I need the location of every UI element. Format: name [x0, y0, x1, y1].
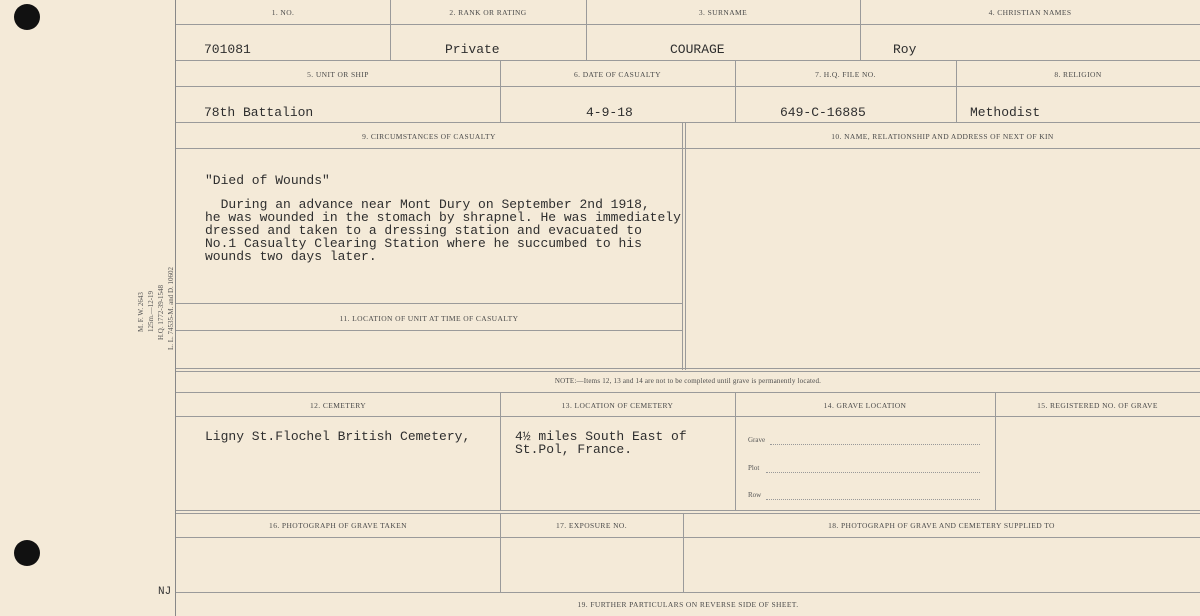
value-rank: Private: [445, 42, 500, 57]
value-no: 701081: [204, 42, 251, 57]
row-field-label: Row: [748, 491, 762, 499]
label-registered-no: 15. REGISTERED NO. OF GRAVE: [1037, 401, 1158, 410]
value-cemetery: Ligny St.Flochel British Cemetery,: [205, 429, 471, 444]
label-photo-supplied: 18. PHOTOGRAPH OF GRAVE AND CEMETERY SUPPLIED TO: [828, 521, 1055, 530]
label-exposure: 17. EXPOSURE NO.: [556, 521, 627, 530]
plot-field-label: Plot: [748, 464, 760, 472]
value-location-line-2: St.Pol, France.: [515, 442, 633, 457]
circumstances-line-2: he was wounded in the stomach by shrapnel. He was immediately: [205, 210, 681, 225]
circumstances-line-1: During an advance near Mont Dury on September 2nd 1918,: [205, 197, 650, 212]
value-christian-names: Roy: [893, 42, 917, 57]
side-print-2: 125m.—12-19: [147, 290, 155, 332]
punch-hole-bottom: [14, 540, 40, 566]
label-circumstances: 9. CIRCUMSTANCES OF CASUALTY: [362, 132, 496, 141]
note-text: NOTE:—Items 12, 13 and 14 are not to be completed until grave is permanently located.: [554, 377, 822, 385]
label-rank: 2. RANK OR RATING: [449, 8, 527, 17]
label-next-of-kin: 10. NAME, RELATIONSHIP AND ADDRESS OF NEXT OF KIN: [831, 132, 1054, 141]
label-christian-names: 4. CHRISTIAN NAMES: [988, 8, 1072, 17]
circumstances-title: "Died of Wounds": [205, 173, 330, 188]
side-print-4: L. L. 74535-M. and D. 10602: [167, 266, 175, 350]
value-date: 4-9-18: [586, 105, 633, 120]
punch-hole-top: [14, 4, 40, 30]
circumstances-line-3: dressed and taken to a dressing station and evacuated to: [205, 223, 642, 238]
label-religion: 8. RELIGION: [1054, 70, 1102, 79]
label-further-particulars: 19. FURTHER PARTICULARS ON REVERSE SIDE OF SHEET.: [577, 600, 799, 609]
label-grave-location: 14. GRAVE LOCATION: [823, 401, 907, 410]
value-surname: COURAGE: [670, 42, 725, 57]
label-surname: 3. SURNAME: [698, 8, 748, 17]
value-unit: 78th Battalion: [204, 105, 314, 120]
label-date: 6. DATE OF CASUALTY: [574, 70, 661, 79]
label-location-cemetery: 13. LOCATION OF CEMETERY: [561, 401, 674, 410]
label-photo-taken: 16. PHOTOGRAPH OF GRAVE TAKEN: [269, 521, 407, 530]
circumstances-line-5: wounds two days later.: [205, 249, 377, 264]
grave-field-label: Grave: [748, 436, 766, 444]
circumstances-line-4: No.1 Casualty Clearing Station where he succumbed to his: [205, 236, 642, 251]
corner-initials: NJ: [158, 586, 172, 598]
label-cemetery: 12. CEMETERY: [309, 401, 367, 410]
label-location-unit: 11. LOCATION OF UNIT AT TIME OF CASUALTY: [339, 314, 519, 323]
side-print-3: H.Q. 1772-39-1548: [157, 284, 165, 340]
value-location-line-1: 4½ miles South East of: [515, 429, 687, 444]
label-no: 1. NO.: [271, 8, 295, 17]
value-hq-file: 649-C-16885: [780, 105, 866, 120]
label-unit: 5. UNIT OR SHIP: [307, 70, 369, 79]
value-religion: Methodist: [970, 105, 1041, 120]
side-print-1: M. F. W. 2643: [137, 292, 145, 332]
label-hq-file: 7. H.Q. FILE NO.: [815, 70, 876, 79]
